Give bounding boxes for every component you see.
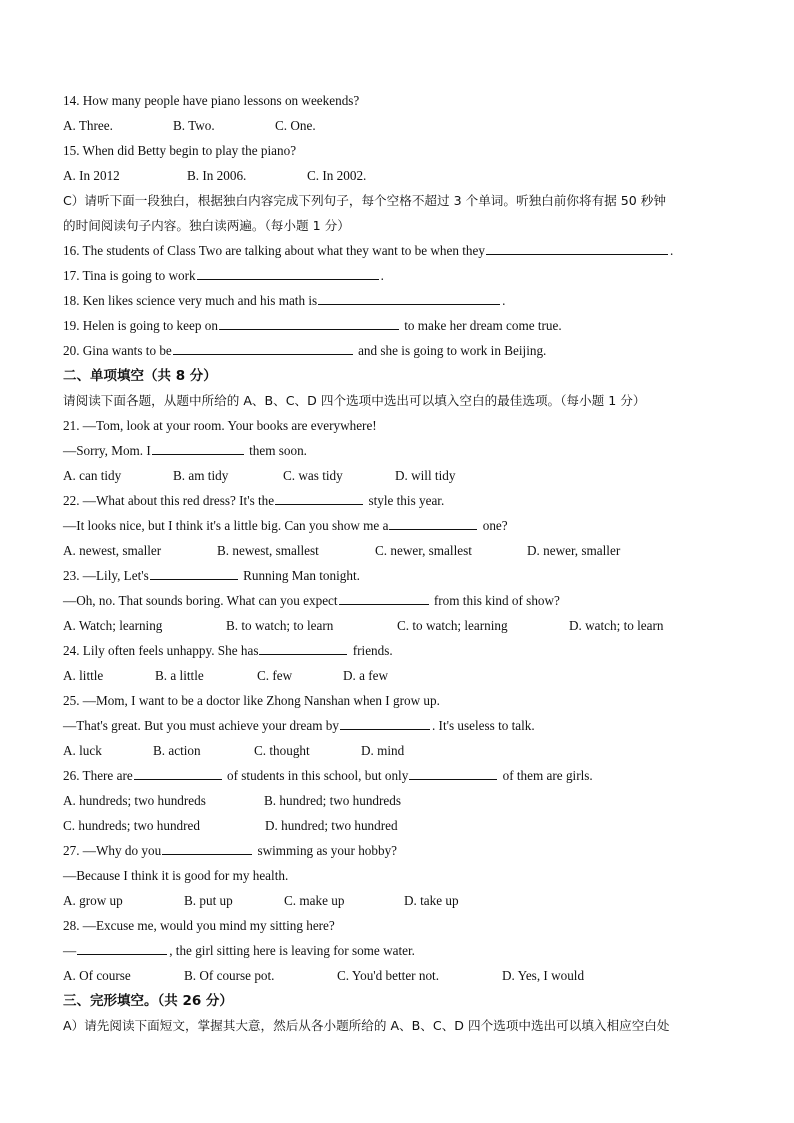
section-c-instruction-line-2: 的时间阅读句子内容。独白读两遍。（每小题 1 分） <box>63 218 350 233</box>
answer-blank[interactable] <box>173 342 353 355</box>
answer-blank[interactable] <box>259 642 347 655</box>
option-c[interactable]: C. make up <box>284 893 345 908</box>
option-b[interactable]: B. newest, smallest <box>217 543 319 558</box>
option-a[interactable]: A. Three. <box>63 118 113 133</box>
question-28-line-1: 28. —Excuse me, would you mind my sitting here? <box>63 918 335 933</box>
option-a[interactable]: A. little <box>63 668 104 683</box>
option-c[interactable]: C. newer, smallest <box>375 543 472 558</box>
question-15-options <box>63 165 743 190</box>
question-24-line-1: 24. Lily often feels unhappy. She has friends. <box>63 643 393 658</box>
option-b[interactable]: B. In 2006. <box>187 168 247 183</box>
answer-blank[interactable] <box>389 517 477 530</box>
question-26-line-1: 26. There are of students in this school, but only of them are girls. <box>63 768 593 783</box>
option-b[interactable]: B. am tidy <box>173 468 229 483</box>
section-c-instruction-line-1: C）请听下面一段独白，根据独白内容完成下列句子，每个空格不超过 3 个单词。听独白前你将有据 50 秒钟 <box>63 193 666 208</box>
option-d[interactable]: D. hundred; two hundred <box>265 818 398 833</box>
option-c[interactable]: C. was tidy <box>283 468 343 483</box>
part-3-title: 三、完形填空。（共 26 分） <box>63 993 233 1009</box>
option-a[interactable]: A. Of course <box>63 968 131 983</box>
option-c[interactable]: C. thought <box>254 743 310 758</box>
option-b[interactable]: B. action <box>153 743 201 758</box>
question-20: 20. Gina wants to be and she is going to work in Beijing. <box>63 343 547 358</box>
question-27-line-1: 27. —Why do you swimming as your hobby? <box>63 843 398 858</box>
answer-blank[interactable] <box>318 292 500 305</box>
option-a[interactable]: A. In 2012 <box>63 168 120 183</box>
answer-blank[interactable] <box>162 842 252 855</box>
option-c[interactable]: C. few <box>257 668 293 683</box>
question-23-line-2: —Oh, no. That sounds boring. What can you expect from this kind of show? <box>63 593 560 608</box>
option-d[interactable]: D. mind <box>361 743 405 758</box>
answer-blank[interactable] <box>409 767 497 780</box>
question-21-options <box>63 465 743 490</box>
option-b[interactable]: B. to watch; to learn <box>226 618 334 633</box>
option-c[interactable]: C. In 2002. <box>307 168 367 183</box>
option-b[interactable]: B. Of course pot. <box>184 968 275 983</box>
question-23-line-1: 23. —Lily, Let's Running Man tonight. <box>63 568 360 583</box>
option-b[interactable]: B. a little <box>155 668 204 683</box>
question-25-line-1: 25. —Mom, I want to be a doctor like Zhong Nanshan when I grow up. <box>63 693 440 708</box>
question-28-line-2: — , the girl sitting here is leaving for some water. <box>63 943 415 958</box>
question-24-options <box>63 665 743 690</box>
question-25-line-2: —That's great. But you must achieve your dream by . It's useless to talk. <box>63 718 535 733</box>
question-15: 15. When did Betty begin to play the piano? <box>63 143 297 158</box>
question-18: 18. Ken likes science very much and his math is . <box>63 293 506 308</box>
option-c[interactable]: C. to watch; learning <box>397 618 508 633</box>
question-26-options-row-2 <box>63 815 743 840</box>
exam-page <box>63 90 743 1040</box>
answer-blank[interactable] <box>77 942 167 955</box>
answer-blank[interactable] <box>486 242 668 255</box>
answer-blank[interactable] <box>134 767 222 780</box>
option-d[interactable]: D. take up <box>404 893 459 908</box>
part-2-title: 二、单项填空（共 8 分） <box>63 368 217 384</box>
option-c[interactable]: C. You'd better not. <box>337 968 440 983</box>
question-27-options <box>63 890 743 915</box>
option-d[interactable]: D. Yes, I would <box>502 968 585 983</box>
question-21-line-2: —Sorry, Mom. I them soon. <box>63 443 307 458</box>
option-a[interactable]: A. can tidy <box>63 468 122 483</box>
option-a[interactable]: A. newest, smaller <box>63 543 162 558</box>
question-16: 16. The students of Class Two are talking about what they want to be when they . <box>63 243 674 258</box>
question-26-options-row-1 <box>63 790 743 815</box>
part-2-instruction: 请阅读下面各题，从题中所给的 A、B、C、D 四个选项中选出可以填入空白的最佳选项。（每小题 1 分） <box>63 393 646 408</box>
option-d[interactable]: D. will tidy <box>395 468 456 483</box>
question-14: 14. How many people have piano lessons on weekends? <box>63 93 360 108</box>
question-22-line-2: —It looks nice, but I think it's a little big. Can you show me a one? <box>63 518 508 533</box>
option-b[interactable]: B. put up <box>184 893 233 908</box>
question-22-line-1: 22. —What about this red dress? It's the style this year. <box>63 493 445 508</box>
option-d[interactable]: D. newer, smaller <box>527 543 621 558</box>
option-a[interactable]: A. luck <box>63 743 102 758</box>
option-b[interactable]: B. hundred; two hundreds <box>264 793 401 808</box>
question-22-options <box>63 540 743 565</box>
question-14-options <box>63 115 743 140</box>
question-27-line-2: —Because I think it is good for my health. <box>63 868 289 883</box>
answer-blank[interactable] <box>275 492 363 505</box>
question-21-line-1: 21. —Tom, look at your room. Your books are everywhere! <box>63 418 377 433</box>
part-3-instruction: A）请先阅读下面短文，掌握其大意，然后从各小题所给的 A、B、C、D 四个选项中选出可以填入相应空白处 <box>63 1018 670 1033</box>
option-c[interactable]: C. hundreds; two hundred <box>63 818 200 833</box>
option-c[interactable]: C. One. <box>275 118 316 133</box>
option-d[interactable]: D. watch; to learn <box>569 618 664 633</box>
question-25-options <box>63 740 743 765</box>
option-a[interactable]: A. Watch; learning <box>63 618 163 633</box>
question-19: 19. Helen is going to keep on to make her dream come true. <box>63 318 562 333</box>
answer-blank[interactable] <box>197 267 379 280</box>
answer-blank[interactable] <box>219 317 399 330</box>
answer-blank[interactable] <box>340 717 430 730</box>
answer-blank[interactable] <box>150 567 238 580</box>
answer-blank[interactable] <box>152 442 244 455</box>
question-28-options <box>63 965 743 990</box>
question-17: 17. Tina is going to work . <box>63 268 384 283</box>
answer-blank[interactable] <box>339 592 429 605</box>
option-a[interactable]: A. hundreds; two hundreds <box>63 793 206 808</box>
question-23-options <box>63 615 743 640</box>
option-d[interactable]: D. a few <box>343 668 389 683</box>
option-a[interactable]: A. grow up <box>63 893 123 908</box>
option-b[interactable]: B. Two. <box>173 118 215 133</box>
